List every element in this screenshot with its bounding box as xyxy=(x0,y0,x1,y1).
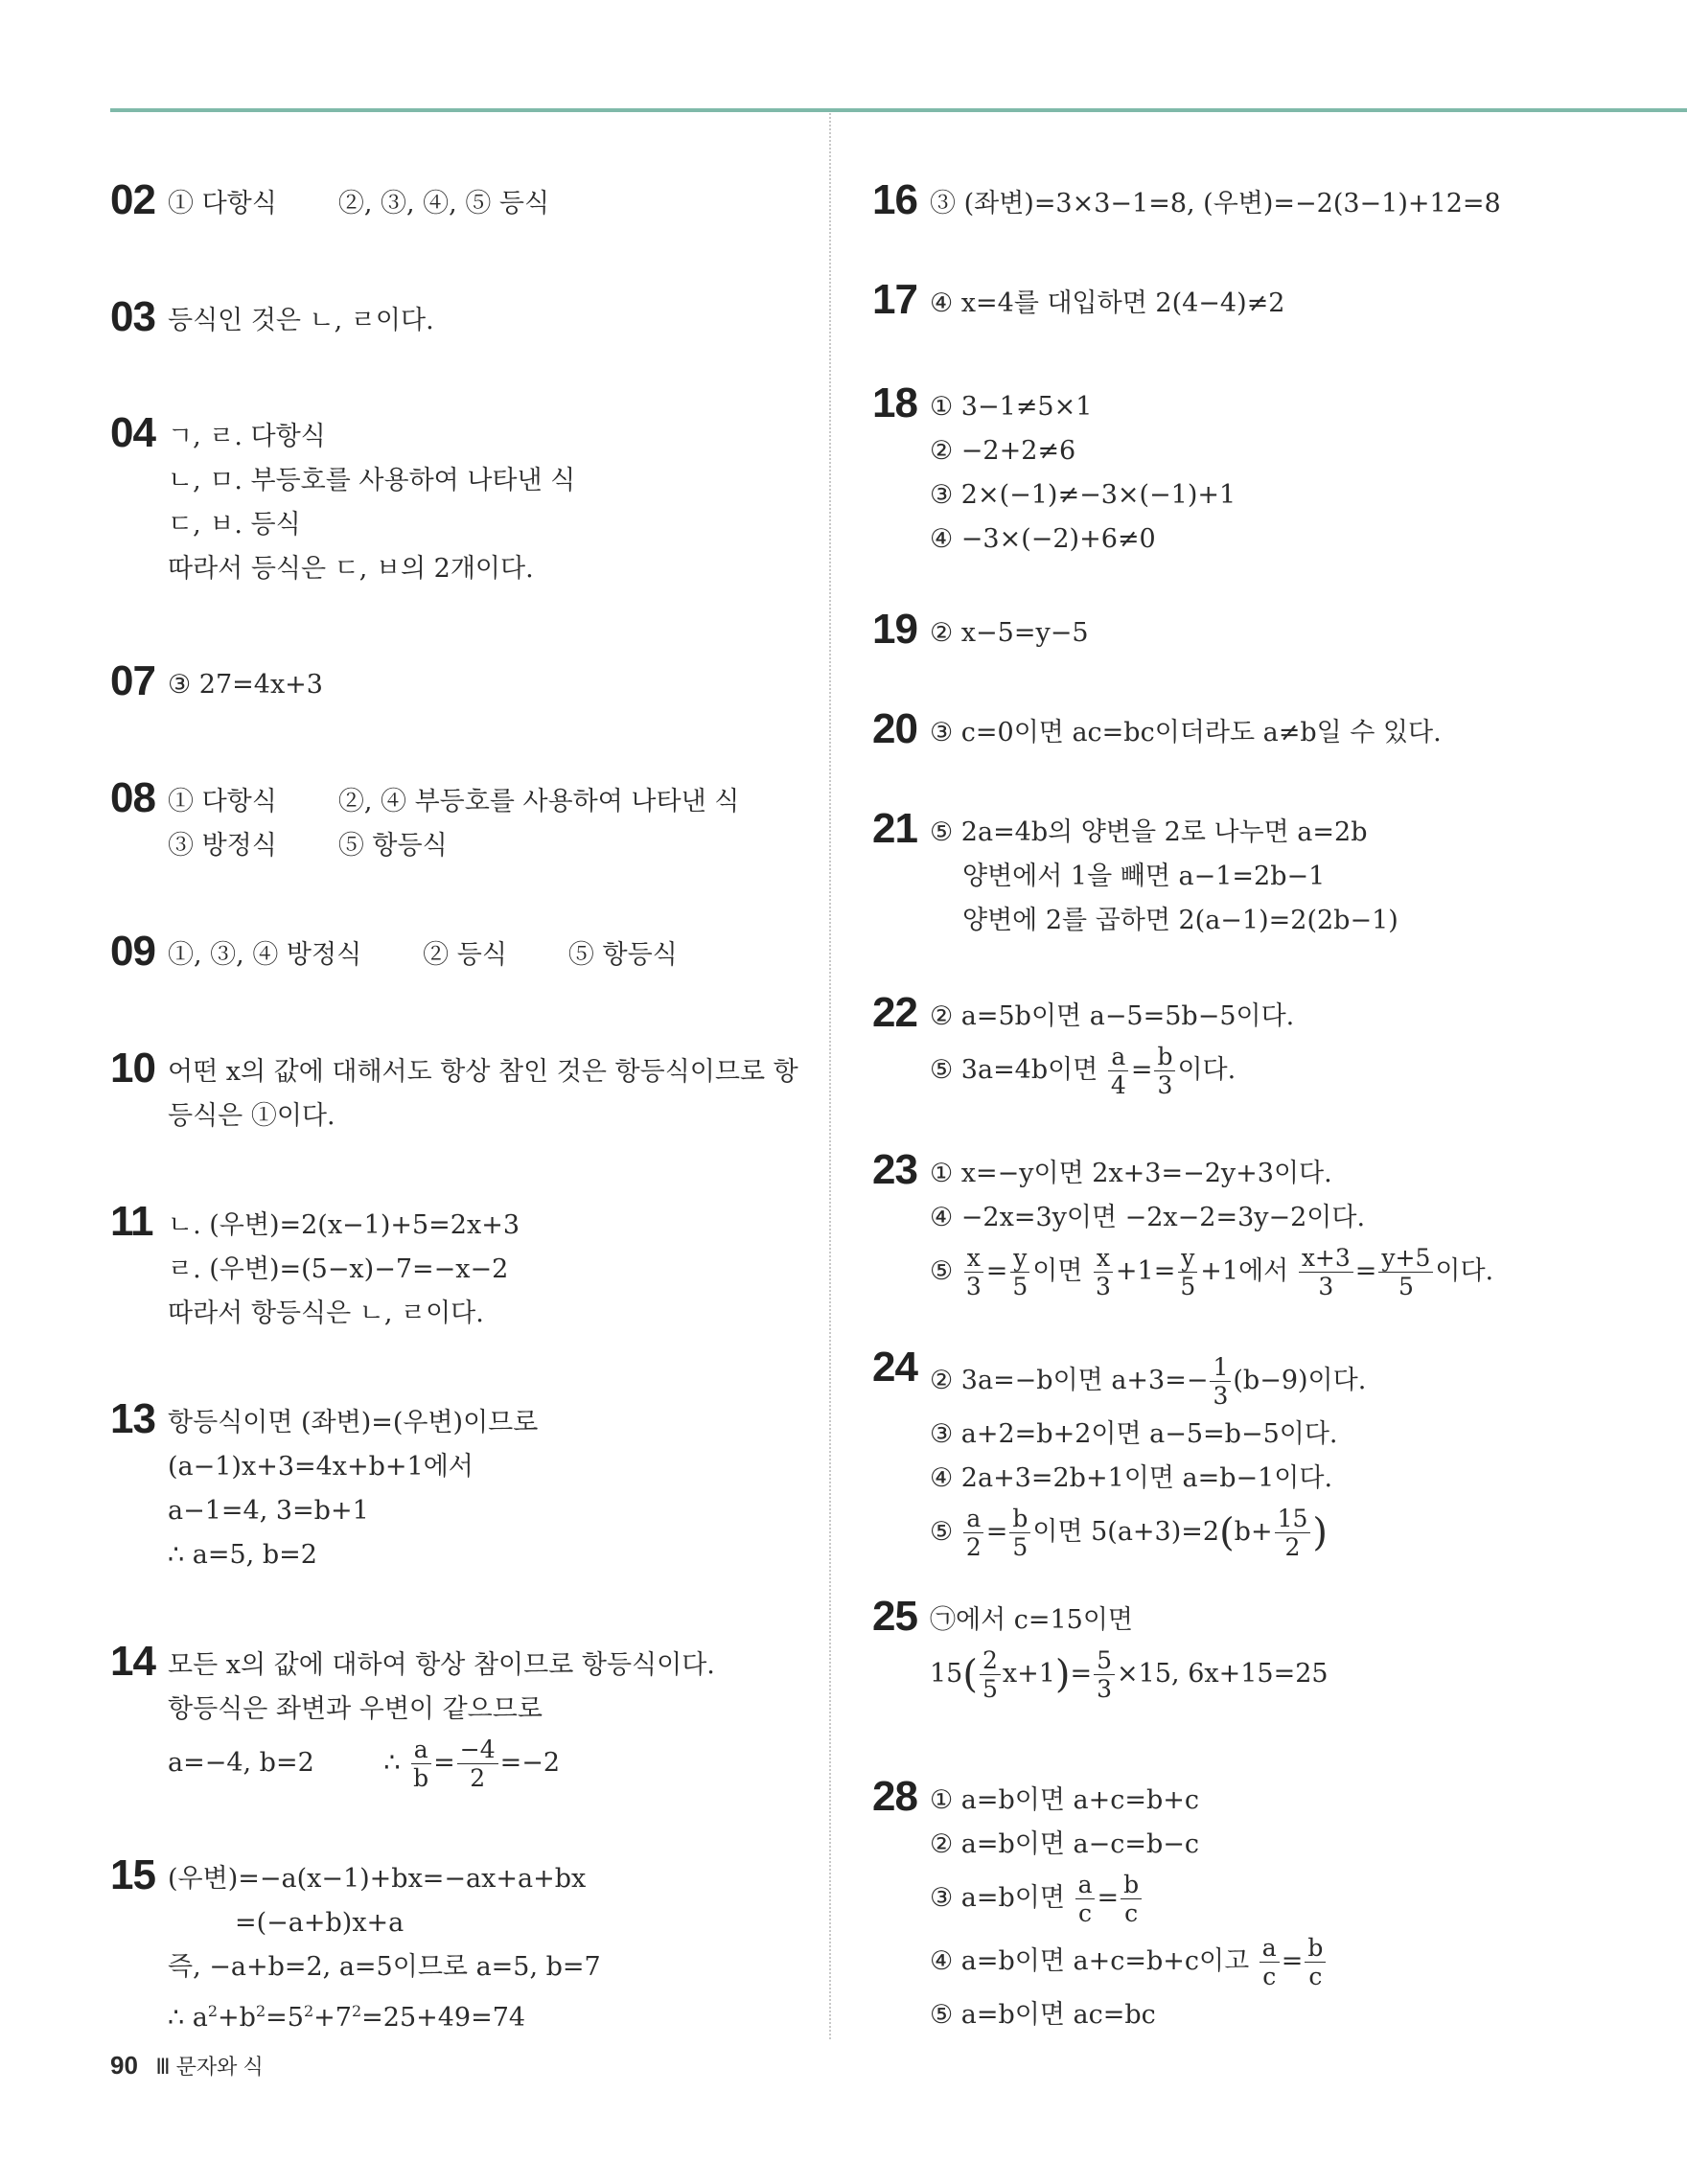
problem-number: 07 xyxy=(110,657,155,704)
problem-number: 20 xyxy=(872,705,917,752)
answer-text: ④ 2a+3=2b+1이면 a=b−1이다. xyxy=(930,1463,1333,1493)
problem-number: 28 xyxy=(872,1773,917,1820)
answer-text: ④ −2x=3y이면 −2x−2=3y−2이다. xyxy=(930,1203,1366,1232)
fraction: $\frac{-4}{2}$ xyxy=(457,1737,498,1790)
answer-text: 즉, −a+b=2, a=5이므로 a=5, b=7 xyxy=(168,1952,601,1982)
problem-number: 18 xyxy=(872,379,917,426)
answer-text: (우변)=−a(x−1)+bx=−ax+a+bx xyxy=(168,1864,587,1894)
fraction: $\frac{a}{c}$ xyxy=(1075,1873,1096,1925)
answer-text: ∴ a=5, b=2 xyxy=(168,1540,317,1570)
answer-text: 양변에 2를 곱하면 2(a−1)=2(2b−1) xyxy=(962,906,1398,935)
answer-text: ① x=−y이면 2x+3=−2y+3이다. xyxy=(930,1159,1332,1188)
problem-number: 14 xyxy=(110,1638,155,1685)
fraction: $\frac{a}{c}$ xyxy=(1259,1936,1280,1989)
answer-text: ④ a=b이면 a+c=b+c이고 $\frac{a}{c}$ = $\frac{b}{c}$ xyxy=(930,1930,1658,1993)
problem-number: 25 xyxy=(872,1593,917,1640)
answer-text: ① a=b이면 a+c=b+c xyxy=(930,1785,1200,1815)
answer-text: 등식은 ①이다. xyxy=(168,1101,335,1131)
answer-text: ①, ③, ④ 방정식 xyxy=(168,940,362,970)
fraction: $\frac{y}{5}$ xyxy=(1177,1246,1198,1299)
therefore-symbol: ∴ xyxy=(383,1748,401,1778)
answer-text: ② a=b이면 a−c=b−c xyxy=(930,1829,1200,1859)
answer-text: a=−4, b=2 xyxy=(168,1748,314,1778)
problem-number: 19 xyxy=(872,606,917,653)
answer-text: ∴ $a^2+b^2=5^2+7^2=25+49=74$ xyxy=(168,2002,526,2033)
answer-text: ②, ④ 부등호를 사용하여 나타낸 식 xyxy=(337,787,740,816)
fraction: $\frac{y}{5}$ xyxy=(1009,1246,1030,1299)
problem-number: 09 xyxy=(110,928,155,975)
answer-text: ① 다항식 xyxy=(168,189,277,218)
answer-text: ⑤ 3a=4b이면 $\frac{a}{4}$ = $\frac{b}{3}$ 이다. xyxy=(930,1043,1236,1099)
answer-text: ㄱ, ㄹ. 다항식 xyxy=(168,422,326,451)
answer-text: ③ (좌변)=3×3−1=8, (우변)=−2(3−1)+12=8 xyxy=(930,189,1501,218)
fraction: $\frac{y+5}{5}$ xyxy=(1378,1246,1433,1299)
problem-number: 11 xyxy=(110,1198,153,1245)
answer-text: ㄹ. (우변)=(5−x)−7=−x−2 xyxy=(168,1254,509,1284)
problem-number: 03 xyxy=(110,293,155,340)
column-divider xyxy=(829,113,831,2039)
answer-text: ③ 27=4x+3 xyxy=(168,670,323,700)
fraction: $\frac{1}{3}$ xyxy=(1210,1355,1231,1408)
answer-text: ① 다항식 xyxy=(168,787,277,816)
answer-text: ⑤ a=b이면 ac=bc xyxy=(930,2000,1156,2030)
answer-text: ②, ③, ④, ⑤ 등식 xyxy=(337,189,550,218)
answer-text: ② x−5=y−5 xyxy=(930,618,1089,648)
problem-number: 17 xyxy=(872,276,917,323)
page-footer xyxy=(110,2051,264,2081)
answer-text: ⑤ $\frac{x}{3}$ = $\frac{y}{5}$ 이면 $\frac{x}{3}$ +1= $\frac{y}{5}$ +1에서 $\frac{x+3}{3}$ = $\frac{y+5}{5}$ 이다. xyxy=(930,1244,1494,1300)
answer-text: 등식인 것은 ㄴ, ㄹ이다. xyxy=(168,306,434,335)
fraction: $\frac{x+3}{3}$ xyxy=(1299,1246,1353,1299)
answer-text: ㄷ, ㅂ. 등식 xyxy=(168,510,301,540)
fraction: $\frac{b}{c}$ xyxy=(1121,1873,1142,1925)
answer-text: ③ 방정식 xyxy=(168,831,277,861)
answer-text: ② 등식 xyxy=(423,940,507,970)
answer-text: ② a=5b이면 a−5=5b−5이다. xyxy=(930,1001,1295,1031)
answer-text: ③ a=b이면 $\frac{a}{c}$ = $\frac{b}{c}$ xyxy=(930,1867,1658,1930)
top-rule xyxy=(110,108,1687,112)
answer-text: ㉠에서 c=15이면 xyxy=(930,1605,1134,1635)
fraction: $\frac{b}{3}$ xyxy=(1154,1045,1175,1097)
answer-text: ② 3a=−b이면 a+3=− $\frac{1}{3}$ (b−9)이다. xyxy=(930,1353,1367,1410)
answer-text: ① 3−1≠5×1 xyxy=(930,392,1093,422)
problem-number: 02 xyxy=(110,176,155,223)
problem-number: 13 xyxy=(110,1395,155,1442)
fraction: $\frac{2}{5}$ xyxy=(980,1648,1001,1701)
fraction: $\frac{5}{3}$ xyxy=(1094,1648,1115,1701)
fraction: $\frac{x}{3}$ xyxy=(963,1246,984,1299)
answer-text: 양변에서 1을 빼면 a−1=2b−1 xyxy=(962,862,1326,891)
fraction: $\frac{a}{2}$ xyxy=(963,1506,984,1559)
answer-text: ④ x=4를 대입하면 2(4−4)≠2 xyxy=(930,288,1285,318)
answer-text: ㄴ, ㅁ. 부등호를 사용하여 나타낸 식 xyxy=(168,466,576,495)
answer-text: a−1=4, 3=b+1 xyxy=(168,1496,369,1526)
answer-text: 15( $\frac{2}{5}$ x+1)= $\frac{5}{3}$ ×15, 6x+15=25 xyxy=(930,1646,1329,1703)
fraction: $\frac{b}{c}$ xyxy=(1305,1936,1326,1989)
answer-text: ⑤ $\frac{a}{2}$ = $\frac{b}{5}$ 이면 5(a+3)=2(b+ $\frac{15}{2}$ ) xyxy=(930,1505,1329,1561)
problem-number: 24 xyxy=(872,1344,917,1391)
answer-text: 따라서 항등식은 ㄴ, ㄹ이다. xyxy=(168,1299,484,1328)
answer-text: ② −2+2≠6 xyxy=(930,436,1076,466)
fraction: $\frac{15}{2}$ xyxy=(1275,1506,1311,1559)
answer-text: =(−a+b)x+a xyxy=(235,1908,404,1938)
problem-number: 10 xyxy=(110,1045,155,1092)
fraction: $\frac{b}{5}$ xyxy=(1009,1506,1030,1559)
answer-text: 항등식은 좌변과 우변이 같으므로 xyxy=(168,1694,543,1724)
answer-text: ㄴ. (우변)=2(x−1)+5=2x+3 xyxy=(168,1210,520,1240)
fraction: $\frac{x}{3}$ xyxy=(1093,1246,1114,1299)
problem-number: 15 xyxy=(110,1851,155,1898)
answer-text: ⑤ 2a=4b의 양변을 2로 나누면 a=2b xyxy=(930,817,1368,847)
problem-number: 21 xyxy=(872,805,917,852)
answer-text: 모든 x의 값에 대하여 항상 참이므로 항등식이다. xyxy=(168,1650,715,1680)
answer-text: 따라서 등식은 ㄷ, ㅂ의 2개이다. xyxy=(168,554,534,584)
answer-text: (a−1)x+3=4x+b+1에서 xyxy=(168,1452,474,1482)
problem-number: 23 xyxy=(872,1146,917,1193)
page-number: 90 xyxy=(110,2051,138,2080)
answer-text: 항등식이면 (좌변)=(우변)이므로 xyxy=(168,1408,539,1437)
problem-number: 04 xyxy=(110,409,155,456)
answer-text: ⑤ 항등식 xyxy=(337,831,448,861)
fraction: $\frac{a}{b}$ xyxy=(410,1737,431,1790)
answer-text: ③ 2×(−1)≠−3×(−1)+1 xyxy=(930,480,1236,510)
problem-number: 22 xyxy=(872,989,917,1036)
answer-text: ③ c=0이면 ac=bc이더라도 a≠b일 수 있다. xyxy=(930,718,1442,747)
answer-text: ③ a+2=b+2이면 a−5=b−5이다. xyxy=(930,1419,1338,1449)
answer-text: ④ −3×(−2)+6≠0 xyxy=(930,524,1156,554)
answer-text: ⑤ 항등식 xyxy=(567,940,678,970)
problem-number: 16 xyxy=(872,176,917,223)
chapter-title: Ⅲ 문자와 식 xyxy=(155,2055,264,2079)
fraction: $\frac{a}{4}$ xyxy=(1108,1045,1129,1097)
answer-text: =−2 xyxy=(499,1748,561,1778)
problem-number: 08 xyxy=(110,774,155,821)
answer-text: 어떤 x의 값에 대해서도 항상 참인 것은 항등식이므로 항 xyxy=(168,1057,798,1087)
